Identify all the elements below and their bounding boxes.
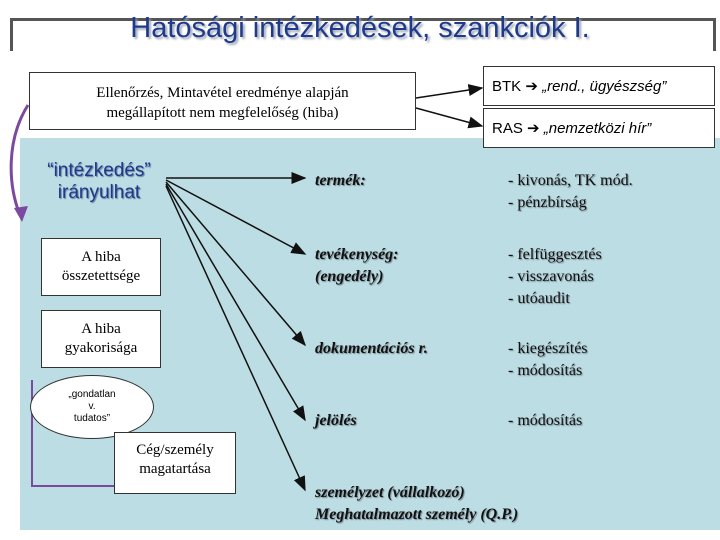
measure-directed-line2: irányulhat [57, 182, 141, 203]
arrow-to-documentation [166, 182, 305, 345]
category-activity-line2: (engedély) [315, 268, 384, 285]
action-item: - felfüggesztés [508, 246, 602, 263]
measure-directed-line1: “intézkedés” [47, 160, 151, 181]
intent-line1: „gondatlan [68, 389, 116, 400]
company-line1: Cég/személy [136, 442, 214, 458]
error-complexity-line1: A hiba [81, 249, 121, 265]
category-documentation: dokumentációs r. [315, 340, 428, 357]
arrow-to-labeling [166, 184, 305, 420]
btk-text: „rend., ügyészség” [542, 77, 667, 95]
action-item: - módosítás [508, 362, 583, 379]
ras-label: RAS [492, 119, 523, 137]
action-item: - pénzbírság [508, 194, 587, 211]
category-activity [315, 244, 399, 288]
arrow-right-icon: ➔ [522, 120, 544, 137]
actions-product [508, 170, 633, 214]
actions-activity [508, 244, 602, 310]
page-title: Hatósági intézkedések, szankciók I. [130, 12, 590, 44]
ras-text: „nemzetközi hír” [543, 119, 652, 137]
measure-directed-label [14, 160, 184, 204]
action-item: - utóaudit [508, 290, 570, 307]
category-product: termék: [315, 172, 366, 189]
btk-box [483, 66, 715, 106]
company-behavior-box [114, 432, 236, 494]
btk-label: BTK [492, 77, 522, 95]
action-item: - visszavonás [508, 268, 594, 285]
actions-labeling [508, 410, 582, 432]
error-complexity-box [41, 238, 161, 296]
arrow-to-activity [166, 180, 305, 254]
category-activity-line1: tevékenység: [315, 246, 399, 263]
intent-line3: tudatos” [73, 413, 111, 424]
arrow-to-btk [416, 88, 482, 98]
inspection-result-line1: Ellenőrzés, Mintavétel eredménye alapján [96, 85, 349, 101]
error-frequency-line2: gyakorisága [64, 340, 138, 356]
category-staff [315, 482, 518, 526]
ras-box [483, 108, 715, 148]
action-item: - módosítás [508, 412, 583, 429]
company-line2: magatartása [139, 461, 211, 477]
category-labeling: jelölés [315, 412, 357, 429]
intent-line2: v. [88, 401, 96, 412]
curved-arrow-head [14, 206, 28, 222]
inspection-result-line2: megállapított nem megfelelőség (hiba) [106, 105, 339, 121]
error-complexity-line2: összetettsége [61, 268, 141, 284]
actions-documentation [508, 338, 588, 382]
category-staff-line2: Meghatalmazott személy (Q.P.) [315, 506, 519, 523]
error-frequency-line1: A hiba [81, 321, 121, 337]
inspection-result-box [29, 72, 416, 130]
category-staff-line1: személyzet (vállalkozó) [315, 484, 465, 501]
arrow-right-icon: ➔ [521, 78, 543, 95]
arrow-to-ras [416, 108, 482, 126]
action-item: - kiegészítés [508, 340, 588, 357]
intent-oval [30, 375, 154, 439]
error-frequency-box [41, 310, 161, 368]
action-item: - kivonás, TK mód. [508, 172, 633, 189]
